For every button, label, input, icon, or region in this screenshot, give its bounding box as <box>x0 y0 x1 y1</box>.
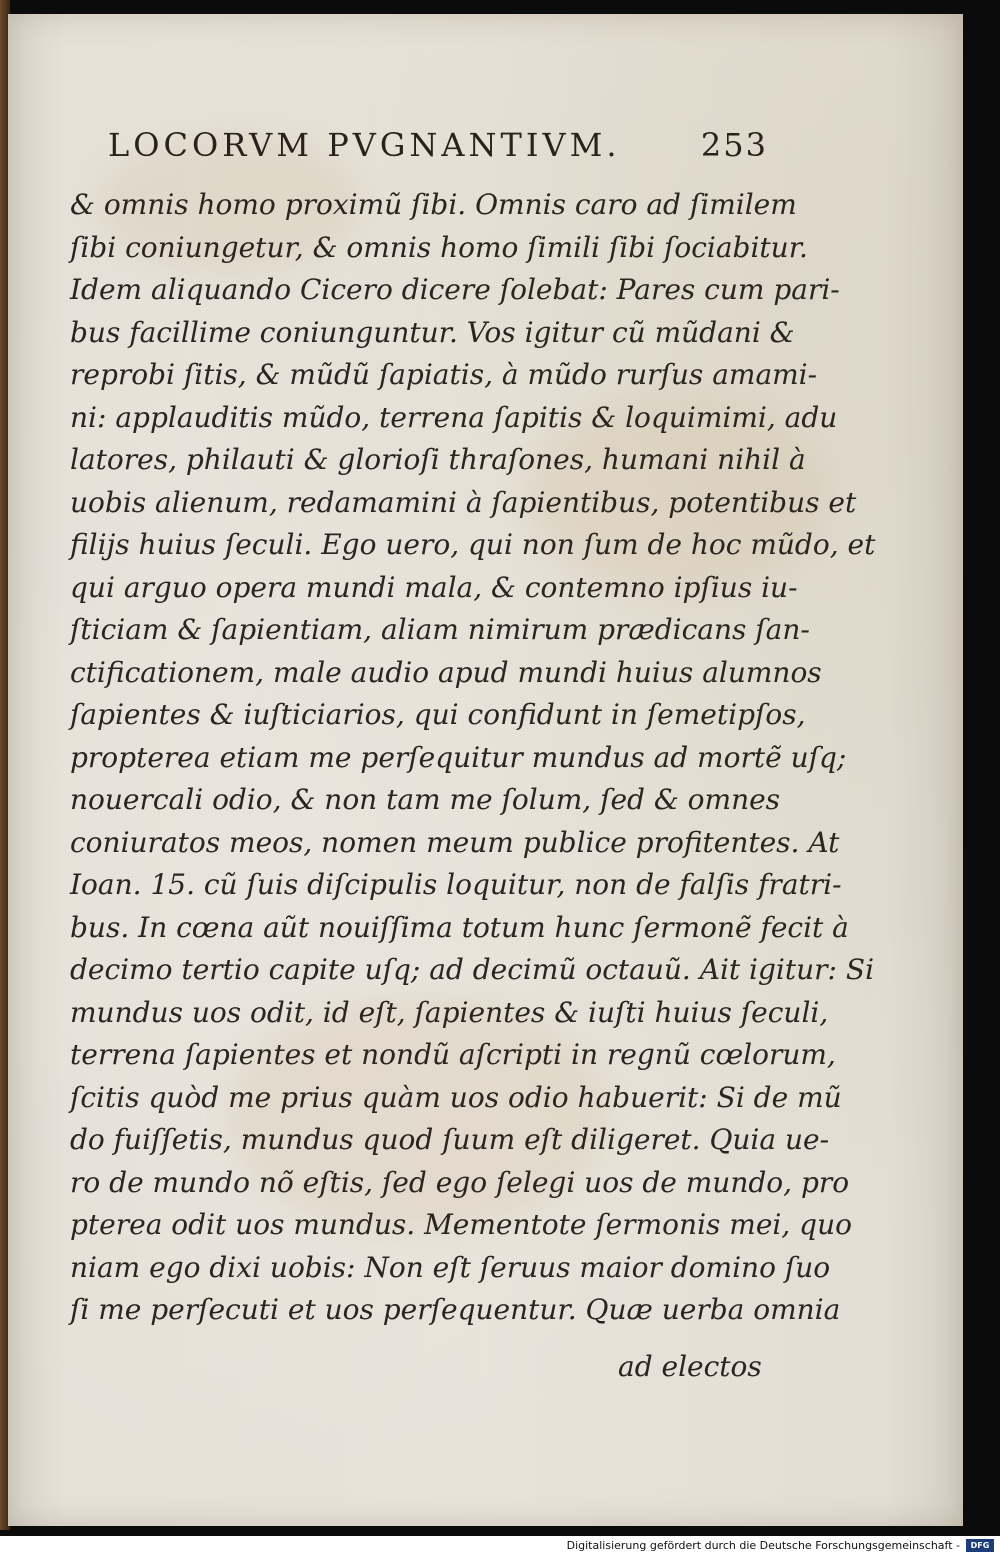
text-line: ſi me perſecuti et uos perſequentur. Quæ uerba omnia <box>70 1293 841 1326</box>
body-text <box>70 184 876 1332</box>
text-line: latores, philauti & glorioſi thraſones, humani nihil à <box>70 443 806 476</box>
text-line: & omnis homo proximũ ſibi. Omnis caro ad ſimilem <box>70 188 797 221</box>
text-line: niam ego dixi uobis: Non eſt ſeruus maior domino ſuo <box>70 1250 831 1284</box>
text-line: bus facillime coniunguntur. Vos igitur cũ mũdani & <box>70 315 795 349</box>
text-line: coniuratos meos, nomen meum publice profitentes. At <box>70 825 840 859</box>
text-line: terrena ſapientes et nondũ aſcripti in regnũ cœlorum, <box>70 1038 836 1071</box>
text-line: ſcitis quòd me prius quàm uos odio habuerit: Si de mũ <box>70 1080 842 1114</box>
text-line: reprobi ſitis, & mũdũ ſapiatis, à mũdo rurſus amami- <box>70 358 818 391</box>
page-header <box>108 126 768 176</box>
text-line: ſibi coniungetur, & omnis homo ſimili ſibi ſociabitur. <box>70 230 808 264</box>
running-title: LOCORVM PVGNANTIVM. <box>108 126 621 164</box>
text-line: bus. In cœna aũt nouiſſima totum hunc ſermonẽ fecit à <box>70 910 849 944</box>
text-line: ctificationem, male audio apud mundi huius alumnos <box>70 655 822 689</box>
catchword: ad electos <box>618 1350 762 1383</box>
text-line: Idem aliquando Cicero dicere ſolebat: Pares cum pari- <box>70 273 840 306</box>
page-number: 253 <box>700 126 768 164</box>
text-line: ro de mundo nõ eſtis, ſed ego ſelegi uos de mundo, pro <box>70 1165 850 1199</box>
text-line: Ioan. 15. cũ ſuis diſcipulis loquitur, non de falſis fratri- <box>70 868 842 901</box>
text-line: mundus uos odit, id eſt, ſapientes & iuſti huius ſeculi, <box>70 995 829 1029</box>
text-line: uobis alienum, redamamini à ſapientibus, potentibus et <box>70 485 857 519</box>
book-page <box>8 14 963 1526</box>
text-line: ni: applauditis mũdo, terrena ſapitis & loquimimi, adu <box>70 400 838 434</box>
dfg-logo-icon: DFG <box>966 1539 994 1552</box>
text-line: pterea odit uos mundus. Mementote ſermonis mei, quo <box>70 1208 852 1241</box>
text-line: do fuiſſetis, mundus quod ſuum eſt diligeret. Quia ue- <box>70 1123 830 1156</box>
text-line: nouercali odio, & non tam me ſolum, ſed & omnes <box>70 783 781 816</box>
text-line: ſapientes & iuſticiarios, qui confidunt in ſemetipſos, <box>70 698 806 731</box>
text-line: decimo tertio capite uſq; ad decimũ octauũ. Ait igitur: Si <box>70 953 875 986</box>
text-line: filijs huius ſeculi. Ego uero, qui non ſum de hoc mũdo, et <box>70 528 876 561</box>
text-line: propterea etiam me perſequitur mundus ad mortẽ uſq; <box>70 740 847 774</box>
text-line: ſticiam & ſapientiam, aliam nimirum prædicans ſan- <box>70 613 810 646</box>
funding-credit: Digitalisierung gefördert durch die Deutsche Forschungsgemeinschaft - <box>566 1539 960 1552</box>
digitization-footer <box>0 1536 1000 1555</box>
text-line: qui arguo opera mundi mala, & contemno ipſius iu- <box>70 570 798 604</box>
